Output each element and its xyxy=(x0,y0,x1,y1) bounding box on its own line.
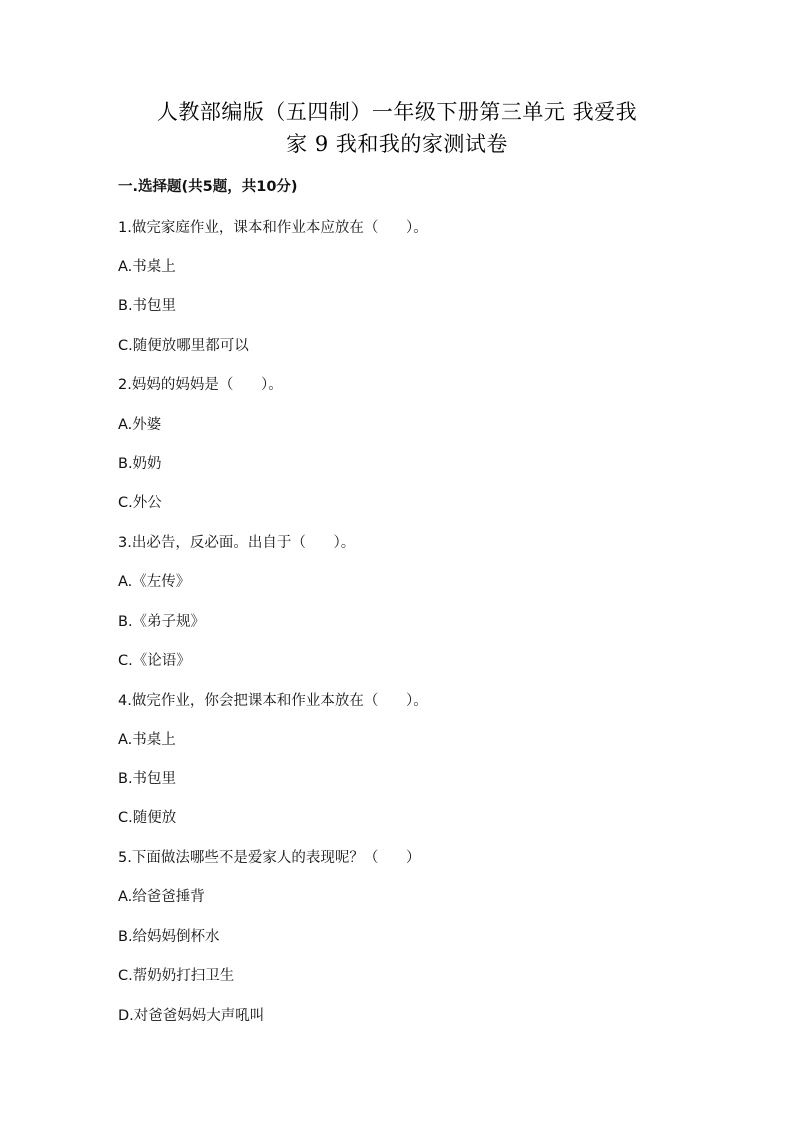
question-3-stem: 3.出必告，反必面。出自于（ ）。 xyxy=(118,535,356,551)
question-1-option-a: A.书桌上 xyxy=(118,259,176,275)
question-2-option-b: B.奶奶 xyxy=(118,456,162,472)
question-2-option-a: A.外婆 xyxy=(118,417,162,433)
question-2-stem: 2.妈妈的妈妈是（ ）。 xyxy=(118,377,283,393)
question-4-option-a: A.书桌上 xyxy=(118,732,176,748)
question-4-option-b: B.书包里 xyxy=(118,771,177,787)
question-3-option-c: C.《论语》 xyxy=(118,653,191,669)
question-1-option-c: C.随便放哪里都可以 xyxy=(118,338,249,354)
question-4-option-c: C.随便放 xyxy=(118,810,177,826)
question-3-option-a: A.《左传》 xyxy=(118,574,191,590)
question-2-option-c: C.外公 xyxy=(118,495,162,511)
question-5-option-a: A.给爸爸捶背 xyxy=(118,889,205,905)
document-title-line-2: 家 9 我和我的家测试卷 xyxy=(286,132,508,156)
question-3-option-b: B.《弟子规》 xyxy=(118,614,206,630)
question-5-stem: 5.下面做法哪些不是爱家人的表现呢？（ ） xyxy=(118,850,421,866)
question-1-option-b: B.书包里 xyxy=(118,298,177,314)
question-5-option-d: D.对爸爸妈妈大声吼叫 xyxy=(118,1008,265,1024)
question-5-option-c: C.帮奶奶打扫卫生 xyxy=(118,968,235,984)
question-5-option-b: B.给妈妈倒杯水 xyxy=(118,929,220,945)
section-heading: 一.选择题(共5题，共10分) xyxy=(118,179,298,195)
question-4-stem: 4.做完作业，你会把课本和作业本放在（ ）。 xyxy=(118,693,428,709)
document-title-line-1: 人教部编版（五四制）一年级下册第三单元 我爱我 xyxy=(156,100,638,124)
question-1-stem: 1.做完家庭作业，课本和作业本应放在（ ）。 xyxy=(118,220,428,236)
